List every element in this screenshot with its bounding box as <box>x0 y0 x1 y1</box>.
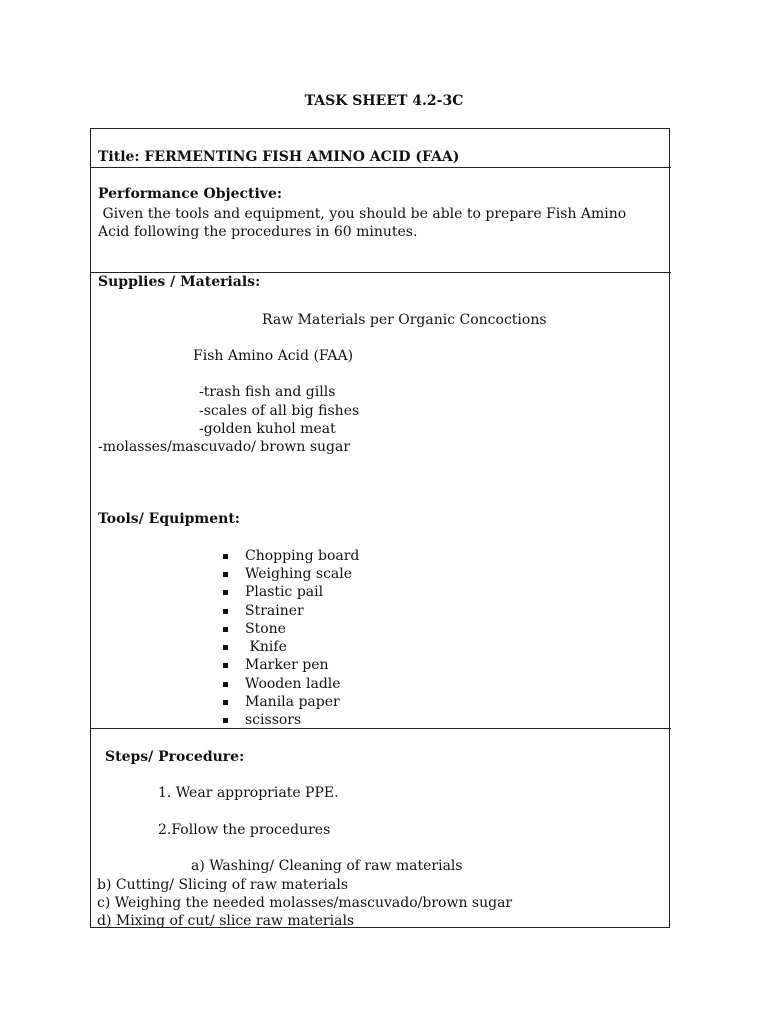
task-title <box>98 149 459 165</box>
bullet-icon <box>223 700 228 705</box>
task-title-value: FERMENTING FISH AMINO ACID (FAA) <box>144 149 460 165</box>
objective-heading: Performance Objective: <box>98 186 283 202</box>
row-divider <box>90 728 671 729</box>
substep-item: c) Weighing the needed molasses/mascuvado/brown sugar <box>97 895 513 911</box>
objective-text-line1: Given the tools and equipment, you should be able to prepare Fish Amino <box>98 206 627 222</box>
supply-item: -molasses/mascuvado/ brown sugar <box>98 439 351 455</box>
bullet-icon <box>223 572 228 577</box>
step-item: 2.Follow the procedures <box>158 822 331 838</box>
steps-heading: Steps/ Procedure: <box>105 749 245 765</box>
step-item: 1. Wear appropriate PPE. <box>158 785 339 801</box>
bullet-icon <box>223 590 228 595</box>
row-divider <box>90 272 671 273</box>
bullet-icon <box>223 645 228 650</box>
tool-item: Marker pen <box>245 657 329 673</box>
supplies-group: Fish Amino Acid (FAA) <box>193 348 354 364</box>
substep-item: d) Mixing of cut/ slice raw materials <box>97 913 355 929</box>
row-divider <box>90 167 671 168</box>
tool-item: Manila paper <box>245 694 340 710</box>
tool-item: Wooden ladle <box>245 676 341 692</box>
tool-item: Strainer <box>245 603 304 619</box>
tools-heading: Tools/ Equipment: <box>98 511 240 527</box>
tool-item: Plastic pail <box>245 584 324 600</box>
bullet-icon <box>223 718 228 723</box>
bullet-icon <box>223 609 228 614</box>
tool-item: Stone <box>245 621 286 637</box>
tool-item: Knife <box>245 639 287 655</box>
substep-item: b) Cutting/ Slicing of raw materials <box>97 877 349 893</box>
tool-item: Chopping board <box>245 548 360 564</box>
supplies-subheading: Raw Materials per Organic Concoctions <box>262 312 547 328</box>
supplies-heading: Supplies / Materials: <box>98 274 261 290</box>
tool-item: scissors <box>245 712 302 728</box>
bullet-icon <box>223 682 228 687</box>
bullet-icon <box>223 554 228 559</box>
substep-item: a) Washing/ Cleaning of raw materials <box>191 858 463 874</box>
objective-text-line2: Acid following the procedures in 60 minutes. <box>98 224 418 240</box>
supply-item: -golden kuhol meat <box>199 421 336 437</box>
bullet-icon <box>223 627 228 632</box>
task-table <box>90 128 670 928</box>
tool-item: Weighing scale <box>245 566 353 582</box>
task-title-label: Title: <box>98 149 140 165</box>
supply-item: -trash fish and gills <box>199 384 336 400</box>
bullet-icon <box>223 663 228 668</box>
document-title: TASK SHEET 4.2-3C <box>304 93 464 109</box>
supply-item: -scales of all big fishes <box>199 403 360 419</box>
